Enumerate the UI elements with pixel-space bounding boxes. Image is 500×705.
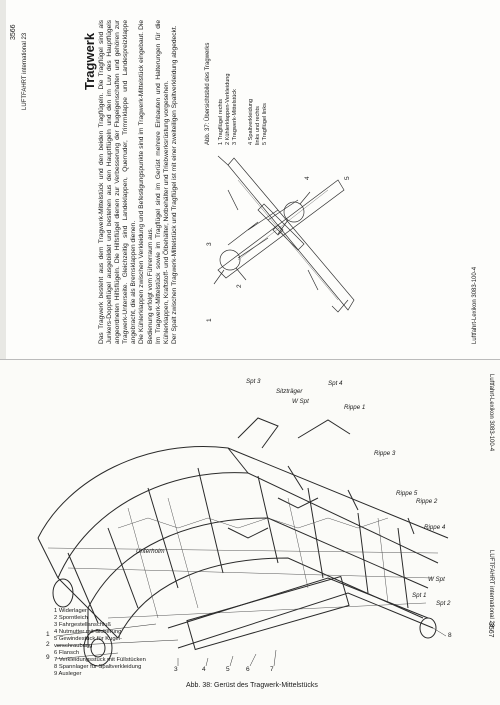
paragraph-2: Die Kühlerklappen zwischen Verkleidung und Befestigungspunkte sind im Tragwerk-Mittelstück eingebaut. Die Bedienung erfolgt vom Führerraum aus. [138, 20, 154, 344]
callout-2: 2 [236, 284, 243, 288]
top-page-number: 3566 [10, 24, 17, 40]
figure-37-legend-left: 1 Tragflügel rechts 2 Kühlerklappen-Verkleidung 3 Tragwerk-Mittelstück [218, 73, 238, 145]
bottom-page-number: 3567 [487, 622, 494, 638]
label-rippe4: Rippe 4 [424, 524, 446, 531]
top-publisher-footer: LUFTFAHRT international 23 [22, 32, 28, 110]
callout-b-7: 7 [270, 666, 274, 673]
callout-3: 3 [206, 242, 213, 246]
label-spt4: Spt 4 [328, 380, 343, 387]
callout-b-3: 3 [174, 666, 178, 673]
figure-37-legend-right: 4 Spaltverkleidung links und rechts 5 Tragflügel links [248, 98, 268, 145]
label-rippe3: Rippe 3 [374, 450, 396, 457]
callout-b-9: 9 [46, 654, 50, 661]
label-spt2: Spt 2 [436, 600, 451, 607]
label-sitztraeger: Sitzträger [276, 388, 303, 395]
section-body [98, 20, 179, 344]
label-wspt-top: W Spt [292, 398, 309, 405]
paragraph-4: Der Spalt zwischen Tragwerk-Mittelstück und Tragflügel ist mit einer zweiteiligen Spaltverkleidung abgedeckt. [170, 25, 178, 344]
callout-b-8: 8 [448, 632, 452, 639]
label-unterholm: Unterholm [136, 548, 165, 555]
aircraft-drawing [198, 150, 358, 330]
callout-5: 5 [344, 176, 351, 180]
paragraph-3: Im Tragwerk-Mittelstück sowie im Tragflügel sind im Gerüst mehrere Einbauten und Halterungen für die Kühlerklappen, Kraftstoff- und Ölbehälter, Notbehälter und Triebwerksrüstung vorgesehen. [154, 20, 170, 344]
label-rippe1: Rippe 1 [344, 404, 366, 411]
label-wspt-right: W Spt [428, 576, 445, 583]
bottom-lexicon-header: Luftfahrt-Lexikon 3083-100-4 [488, 374, 494, 452]
figure-38-legend: 1 Widerlager 2 Sporntleich 3 Fahrgestellanschluß 4 Nutmutter mit Sicherung 5 Gewindestück für Kugel- verschraubung 6 Flansch 7 Verkleidungsstück mit Füllstücken 8 Spannlager für Spaltverkleidung 9 Ausleger [54, 608, 146, 677]
callout-b-1: 1 [46, 631, 50, 638]
label-spt3: Spt 3 [246, 378, 261, 385]
paragraph-1: Das Tragwerk besteht aus dem Tragwerk-Mittelstück und den beiden Tragflügeln. Die Tragflügel sind als Junkers-Doppelflügel ausgebildet und bestehen aus den Hauptflügeln und den im Luv des Hauptflügels angeordneten Hilfsflügeln. Die Hilfsflügel dienen zur Verbesserung der Flugeigenschaften und gehören zur Tragwerk-Unterseite. Gleichzeitig sind Landeklappen, Querruder, Trimmklappe und Landespreizklappe angebracht, die als Bremsklappen dienen. [98, 20, 138, 344]
bottom-page [0, 360, 500, 705]
callout-b-5: 5 [226, 666, 230, 673]
top-lexicon-header: Luftfahrt-Lexikon 3083-100-4 [472, 266, 478, 344]
bottom-publisher-header: LUFTFAHRT international 23 [488, 550, 494, 628]
label-rippe5: Rippe 5 [396, 490, 418, 497]
section-title: Tragwerk [82, 32, 97, 90]
callout-1: 1 [206, 318, 213, 322]
callout-b-2: 2 [46, 641, 50, 648]
figure-38-caption: Abb. 38: Gerüst des Tragwerk-Mittelstücks [186, 682, 318, 689]
callout-b-6: 6 [246, 666, 250, 673]
label-rippe2: Rippe 2 [416, 498, 438, 505]
label-spt1: Spt 1 [412, 592, 427, 599]
callout-b-4: 4 [202, 666, 206, 673]
figure-37-caption: Abb. 37: Übersichtsbild des Tragwerks [205, 42, 211, 145]
callout-4: 4 [304, 176, 311, 180]
aircraft-overview-figure [198, 150, 358, 330]
